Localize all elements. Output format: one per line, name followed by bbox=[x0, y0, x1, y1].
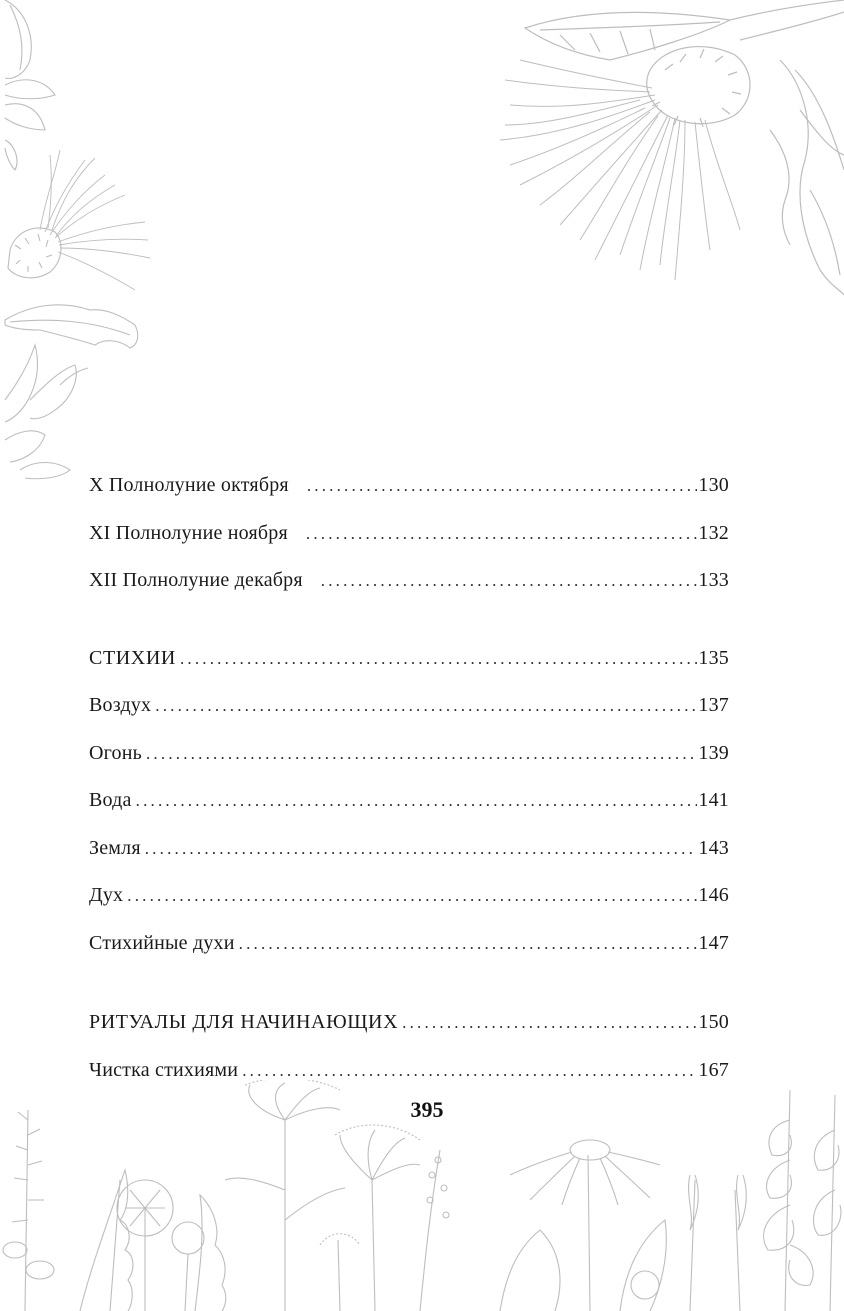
dot-leader bbox=[239, 920, 698, 968]
toc-heading-title: РИТУАЛЫ ДЛЯ НАЧИНАЮЩИХ bbox=[89, 1011, 399, 1033]
toc-entry[interactable] bbox=[89, 557, 729, 605]
toc-entry-page: 133 bbox=[698, 569, 729, 591]
toc-entry-page: 147 bbox=[698, 931, 729, 954]
toc-heading-page: 135 bbox=[698, 646, 729, 669]
dot-leader bbox=[145, 825, 698, 873]
toc-section-heading[interactable] bbox=[89, 999, 729, 1047]
dot-leader bbox=[307, 462, 698, 510]
dot-leader bbox=[402, 999, 697, 1047]
toc-heading-title: СТИХИИ bbox=[89, 646, 176, 669]
dot-leader bbox=[127, 872, 697, 920]
toc-entry-title: XI Полнолуние ноября bbox=[89, 521, 288, 544]
toc-entry[interactable] bbox=[89, 777, 729, 825]
section-spacer bbox=[89, 605, 729, 635]
toc-group-full-moons bbox=[89, 462, 729, 605]
toc-group-rituals bbox=[89, 999, 729, 1094]
toc-entry-page: 139 bbox=[698, 741, 729, 764]
dot-leader bbox=[136, 777, 698, 825]
toc-entry-page: 137 bbox=[698, 694, 729, 716]
toc-entry[interactable] bbox=[89, 872, 729, 920]
dot-leader bbox=[242, 1047, 697, 1095]
thistle-and-leaves-illustration bbox=[0, 0, 160, 480]
toc-entry[interactable] bbox=[89, 510, 729, 558]
toc-entry[interactable] bbox=[89, 920, 729, 968]
toc-entry[interactable] bbox=[89, 462, 729, 510]
page-number: 395 bbox=[410, 1097, 444, 1122]
toc-entry-title: Огонь bbox=[89, 741, 142, 764]
dot-leader bbox=[155, 682, 697, 730]
dot-leader bbox=[321, 557, 698, 605]
toc-entry-page: 167 bbox=[698, 1058, 729, 1081]
toc-entry-page: 130 bbox=[698, 474, 729, 496]
toc-entry[interactable] bbox=[89, 682, 729, 730]
toc-entry-title: Вода bbox=[89, 789, 132, 811]
dot-leader bbox=[306, 510, 698, 558]
dot-leader bbox=[180, 635, 697, 683]
toc-entry-title: X Полнолуние октября bbox=[89, 474, 289, 496]
toc-entry-title: Воздух bbox=[89, 694, 152, 716]
toc-section-heading[interactable] bbox=[89, 635, 729, 683]
table-of-contents bbox=[89, 462, 729, 1094]
toc-heading-page: 150 bbox=[698, 1011, 729, 1033]
toc-entry-title: Земля bbox=[89, 836, 141, 859]
toc-entry-title: XII Полнолуние декабря bbox=[89, 569, 303, 591]
toc-entry-page: 132 bbox=[698, 521, 729, 544]
toc-entry-page: 146 bbox=[698, 884, 729, 906]
toc-entry-title: Стихийные духи bbox=[89, 931, 235, 954]
toc-entry-page: 143 bbox=[698, 836, 729, 859]
dot-leader bbox=[146, 730, 697, 778]
toc-entry-page: 141 bbox=[698, 789, 729, 811]
toc-entry[interactable] bbox=[89, 730, 729, 778]
toc-group-elements bbox=[89, 635, 729, 968]
thistle-flower-illustration bbox=[500, 0, 844, 300]
toc-entry-title: Дух bbox=[89, 884, 124, 906]
toc-entry[interactable] bbox=[89, 825, 729, 873]
section-spacer bbox=[89, 967, 729, 999]
toc-entry-title: Чистка стихиями bbox=[89, 1058, 239, 1081]
toc-entry[interactable] bbox=[89, 1047, 729, 1095]
